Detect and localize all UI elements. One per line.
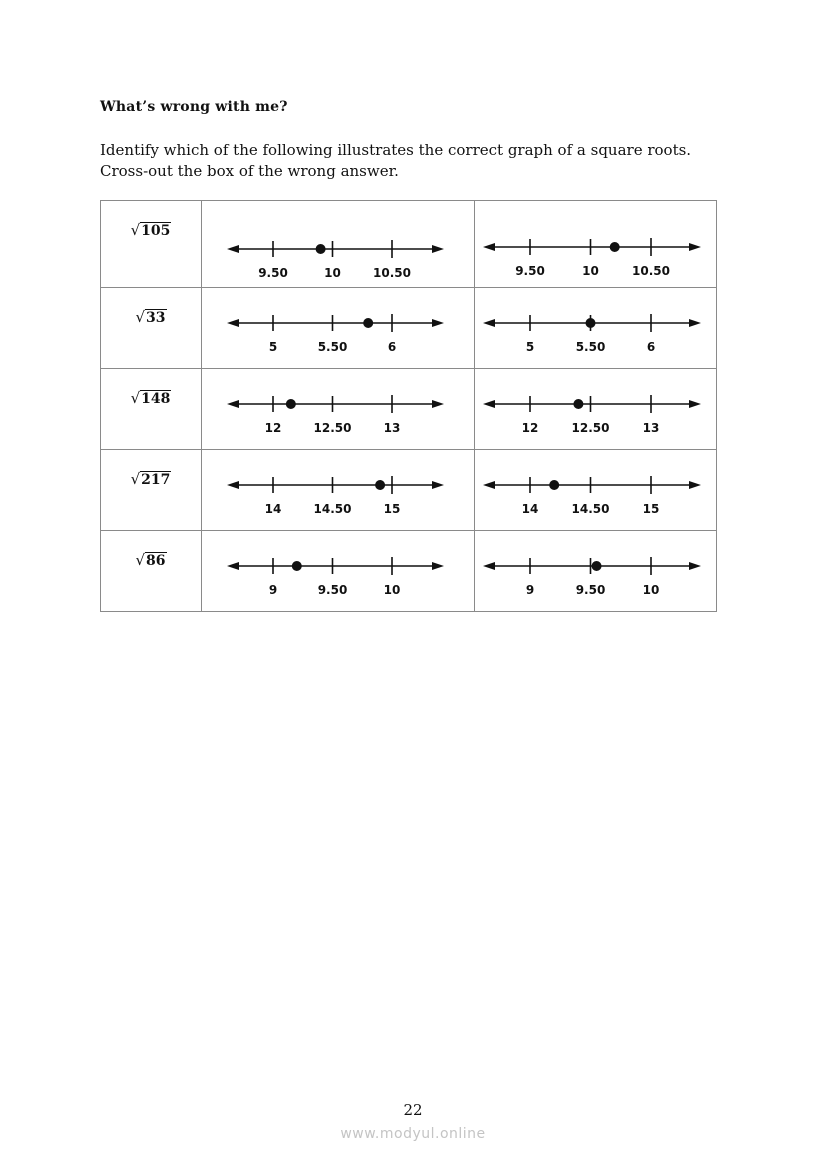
square-root-cell — [101, 201, 202, 288]
right-arrow-icon — [432, 245, 444, 253]
plotted-point — [573, 399, 583, 409]
radical-sign-icon: √ — [135, 308, 146, 326]
radicand: 105 — [141, 223, 171, 239]
number-line — [475, 201, 716, 287]
tick-label: 10 — [582, 264, 599, 278]
table-row — [101, 288, 717, 369]
graph-option-left[interactable] — [202, 531, 475, 612]
tick-label: 12 — [521, 421, 539, 435]
tick-label: 5.50 — [317, 340, 348, 354]
tick-label: 12 — [264, 421, 282, 435]
number-line — [202, 201, 474, 287]
left-arrow-icon — [483, 400, 495, 408]
square-root-expression — [131, 221, 172, 239]
tick-label: 9.50 — [317, 583, 348, 597]
square-root-expression — [131, 470, 172, 488]
right-arrow-icon — [689, 243, 701, 251]
graph-option-left[interactable] — [202, 288, 475, 369]
plotted-point — [592, 561, 602, 571]
tick-label: 9.50 — [258, 266, 288, 280]
number-line — [202, 369, 474, 449]
graph-option-right[interactable] — [475, 531, 717, 612]
tick-label: 9.50 — [575, 583, 606, 597]
radical-sign-icon: √ — [130, 389, 141, 407]
square-root-cell — [101, 531, 202, 612]
tick-label: 14 — [521, 502, 539, 516]
left-arrow-icon — [227, 245, 239, 253]
tick-label: 5.50 — [575, 340, 606, 354]
radical-sign-icon: √ — [130, 221, 141, 239]
tick-label: 14 — [264, 502, 282, 516]
table-row — [101, 369, 717, 450]
right-arrow-icon — [432, 562, 444, 570]
square-root-expression — [135, 551, 166, 569]
graph-option-left[interactable] — [202, 450, 475, 531]
tick-label: 9.50 — [515, 264, 545, 278]
tick-label: 13 — [642, 421, 660, 435]
plotted-point — [610, 242, 620, 252]
square-root-cell — [101, 450, 202, 531]
tick-label: 12.50 — [571, 421, 610, 435]
radicand: 217 — [141, 472, 171, 488]
page-number: 22 — [403, 1101, 423, 1119]
plotted-point — [549, 480, 559, 490]
tick-label: 5 — [268, 340, 278, 354]
square-root-expression — [135, 308, 166, 326]
left-arrow-icon — [227, 481, 239, 489]
square-root-expression — [131, 389, 172, 407]
radical-sign-icon: √ — [135, 551, 146, 569]
graph-option-right[interactable] — [475, 288, 717, 369]
left-arrow-icon — [483, 319, 495, 327]
left-arrow-icon — [483, 562, 495, 570]
number-line — [202, 288, 474, 368]
plotted-point — [363, 318, 373, 328]
tick-label: 9 — [268, 583, 278, 597]
right-arrow-icon — [432, 400, 444, 408]
tick-label: 14.50 — [571, 502, 610, 516]
graph-option-left[interactable] — [202, 369, 475, 450]
right-arrow-icon — [689, 400, 701, 408]
tick-label: 10 — [383, 583, 401, 597]
tick-label: 15 — [383, 502, 401, 516]
right-arrow-icon — [689, 319, 701, 327]
plotted-point — [375, 480, 385, 490]
tick-label: 13 — [383, 421, 401, 435]
radicand: 86 — [146, 553, 166, 569]
square-root-cell — [101, 288, 202, 369]
plotted-point — [316, 244, 326, 254]
tick-label: 10.50 — [373, 266, 411, 280]
left-arrow-icon — [227, 562, 239, 570]
tick-label: 10 — [642, 583, 660, 597]
tick-label: 6 — [646, 340, 656, 354]
tick-label: 10.50 — [632, 264, 670, 278]
number-line-table — [100, 200, 717, 612]
instructions: Identify which of the following illustrates the correct graph of a square roots. Cross-out the box of the wrong answer. — [100, 141, 692, 180]
tick-label: 9 — [525, 583, 535, 597]
table-row — [101, 450, 717, 531]
plotted-point — [586, 318, 596, 328]
number-line — [475, 450, 716, 530]
right-arrow-icon — [689, 481, 701, 489]
radicand: 148 — [141, 391, 171, 407]
left-arrow-icon — [227, 400, 239, 408]
plotted-point — [286, 399, 296, 409]
right-arrow-icon — [432, 481, 444, 489]
left-arrow-icon — [483, 243, 495, 251]
right-arrow-icon — [432, 319, 444, 327]
tick-label: 10 — [324, 266, 341, 280]
left-arrow-icon — [483, 481, 495, 489]
tick-label: 15 — [642, 502, 660, 516]
tick-label: 14.50 — [313, 502, 352, 516]
table-row — [101, 201, 717, 288]
graph-option-right[interactable] — [475, 369, 717, 450]
number-line — [475, 369, 716, 449]
number-line — [202, 531, 474, 611]
table-row — [101, 531, 717, 612]
plotted-point — [292, 561, 302, 571]
tick-label: 12.50 — [313, 421, 352, 435]
radical-sign-icon: √ — [130, 470, 141, 488]
graph-option-right[interactable] — [475, 450, 717, 531]
number-line — [475, 531, 716, 611]
watermark: www.modyul.online — [340, 1126, 486, 1142]
tick-label: 5 — [525, 340, 535, 354]
square-root-cell — [101, 369, 202, 450]
number-line — [202, 450, 474, 530]
graph-option-left[interactable] — [202, 201, 475, 288]
tick-label: 6 — [387, 340, 397, 354]
right-arrow-icon — [689, 562, 701, 570]
left-arrow-icon — [227, 319, 239, 327]
graph-option-right[interactable] — [475, 201, 717, 288]
radicand: 33 — [146, 310, 166, 326]
number-line — [475, 288, 716, 368]
page-title: What’s wrong with me? — [100, 99, 288, 115]
